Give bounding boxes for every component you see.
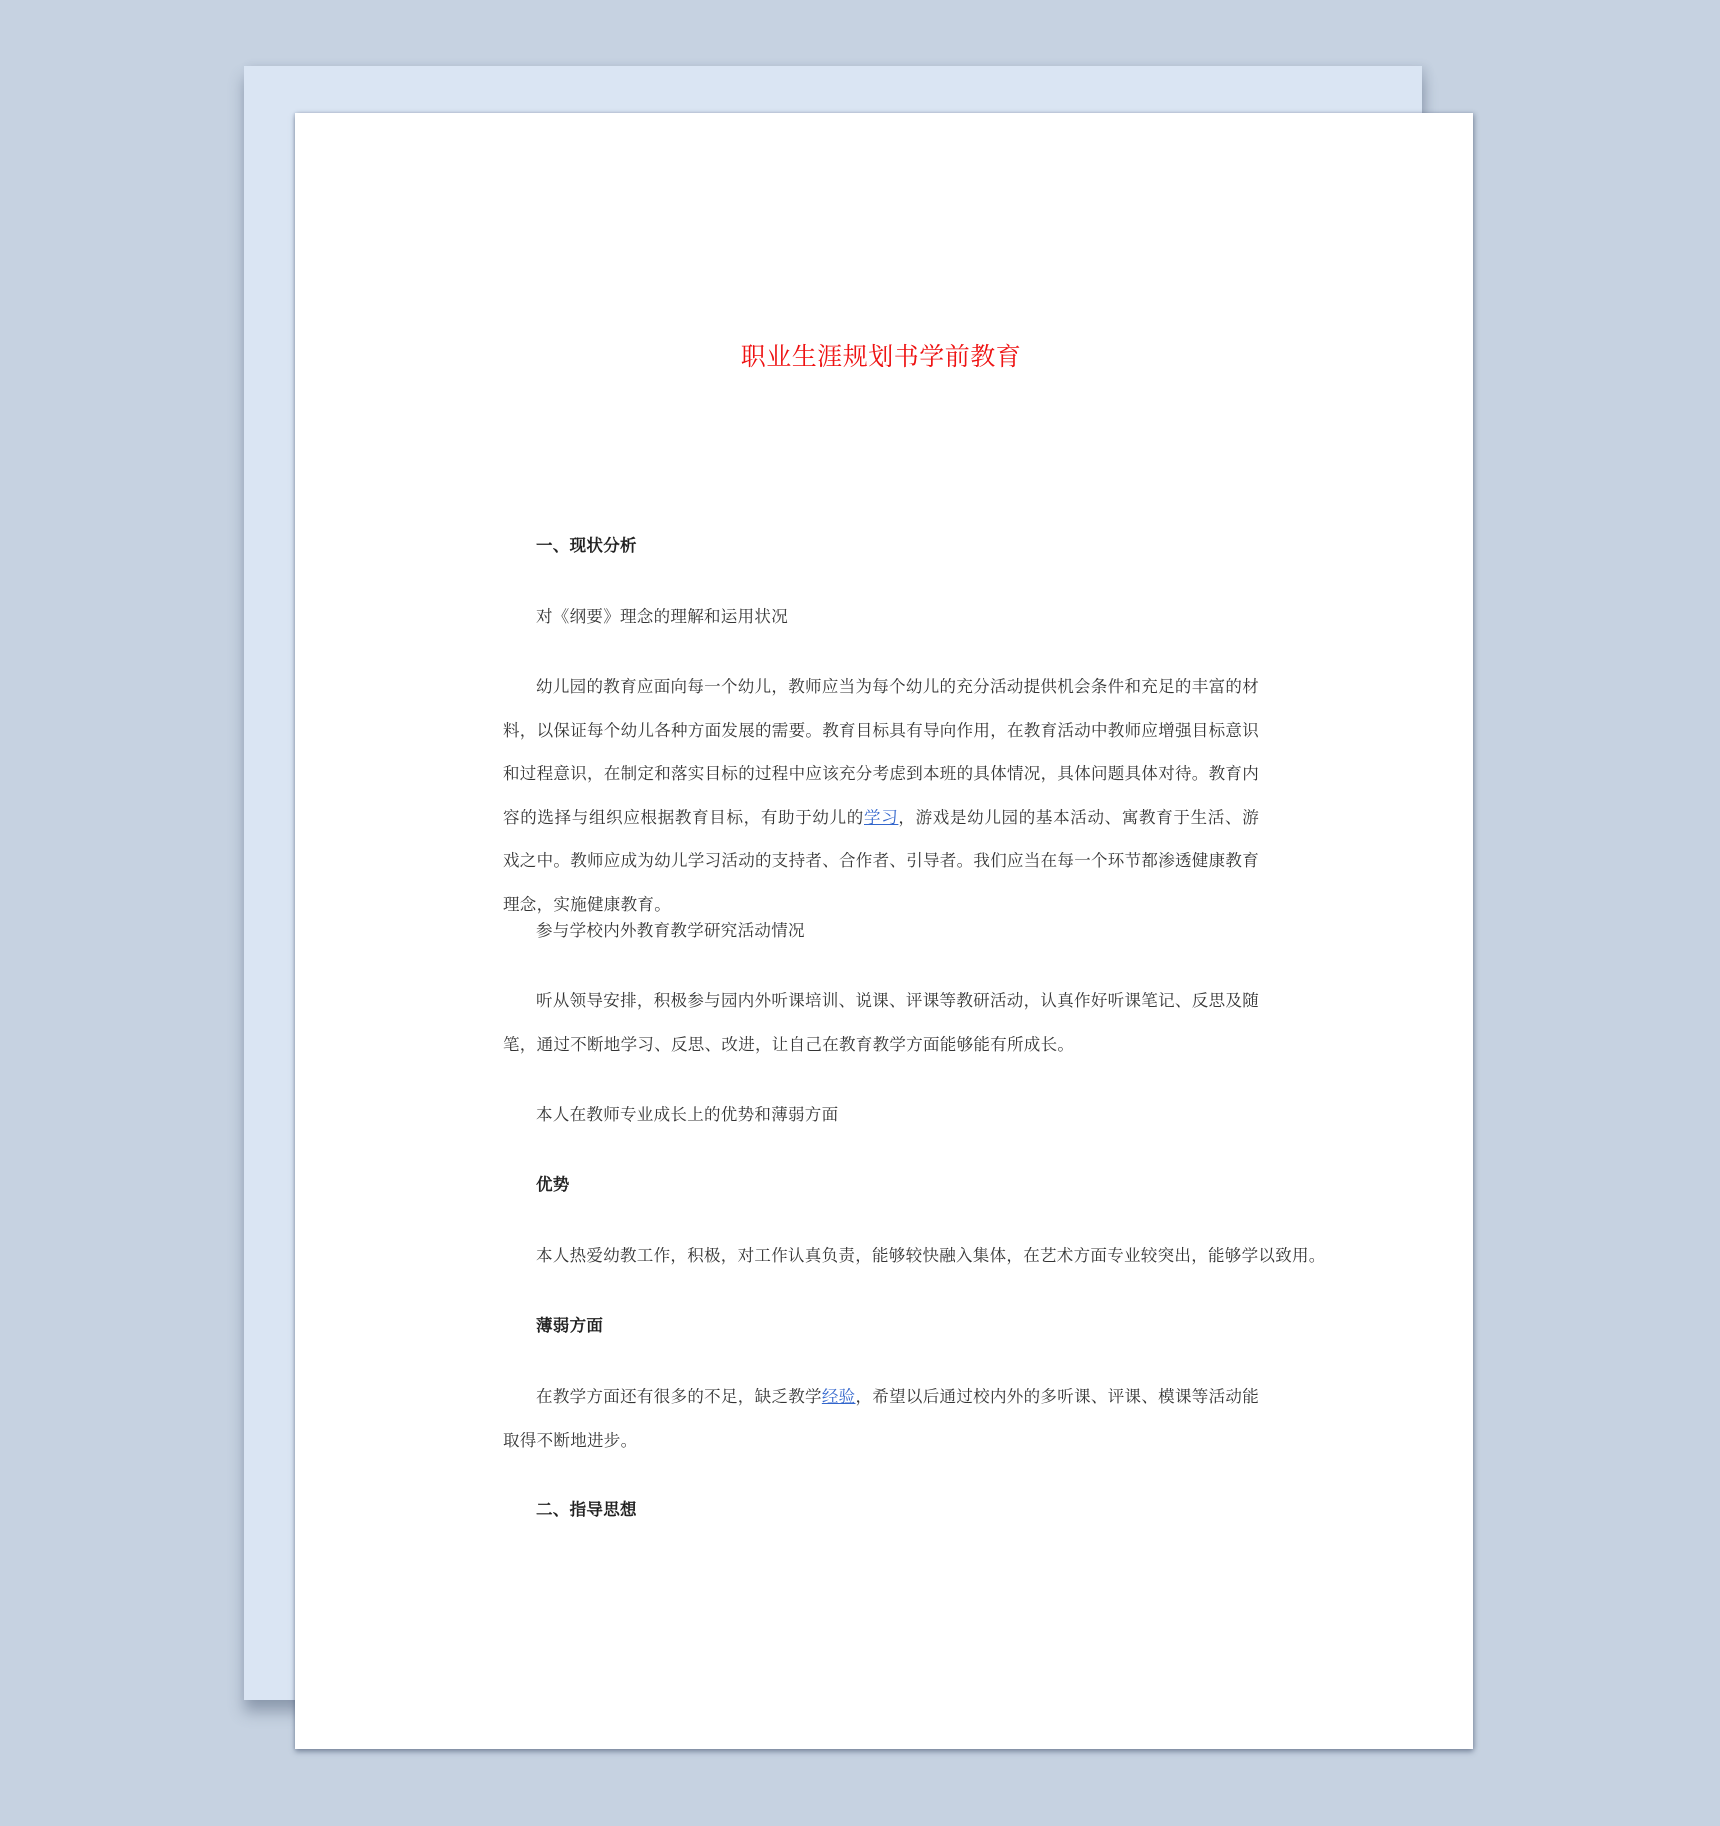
- subheading-strengths-weaknesses: 本人在教师专业成长上的优势和薄弱方面: [536, 1105, 839, 1124]
- document-page: [295, 113, 1473, 1749]
- subheading-outline-understanding: 对《纲要》理念的理解和运用状况: [536, 607, 788, 626]
- heading-strengths: 优势: [536, 1175, 570, 1194]
- paragraph-text: 幼儿园的教育应面向每一个幼儿，教师应当为每个幼儿的充分活动提供机会条件和充足的丰富的材料，以保证每个幼儿各种方面发展的需要。教育目标具有导向作用，在教育活动中教师应增强目标意识和过程意识，在制定和落实目标的过程中应该充分考虑到本班的具体情况，具体问题具体对待。教育内容的选择与组织应根据教育目标，有助于幼儿的: [503, 677, 1259, 827]
- paragraph-strengths: 本人热爱幼教工作，积极，对工作认真负责，能够较快融入集体，在艺术方面专业较突出，能够学以致用。: [536, 1246, 1326, 1265]
- heading-weaknesses: 薄弱方面: [536, 1316, 604, 1335]
- link-study[interactable]: 学习: [864, 807, 899, 827]
- paragraph-text: 在教学方面还有很多的不足，缺乏教学: [536, 1387, 822, 1406]
- paragraph-text: ，游戏是幼儿园的基本活动、寓教育于生活、游戏之中。教师应成为幼儿学习活动的支持者、合作者、引导者。我们应当在每一个环节都渗透健康教育理念，实施健康教育。: [503, 807, 1259, 914]
- paragraph-research-activities: 听从领导安排，积极参与园内外听课培训、说课、评课等教研活动，认真作好听课笔记、反思及随笔，通过不断地学习、反思、改进，让自己在教育教学方面能够能有所成长。: [503, 991, 1259, 1054]
- document-title: 职业生涯规划书学前教育: [740, 342, 1022, 371]
- section-heading-current-analysis: 一、现状分析: [536, 536, 637, 555]
- paragraph-weaknesses: [503, 1375, 1259, 1462]
- subheading-research-activities: 参与学校内外教育教学研究活动情况: [536, 921, 805, 940]
- paragraph-outline-understanding: [503, 665, 1259, 926]
- link-experience[interactable]: 经验: [821, 1387, 856, 1406]
- paragraph-text: ，希望以后通过校内外的多听课、评课、模课等活动能取得不断地进步。: [503, 1387, 1260, 1450]
- section-heading-guiding-ideology: 二、指导思想: [536, 1500, 637, 1519]
